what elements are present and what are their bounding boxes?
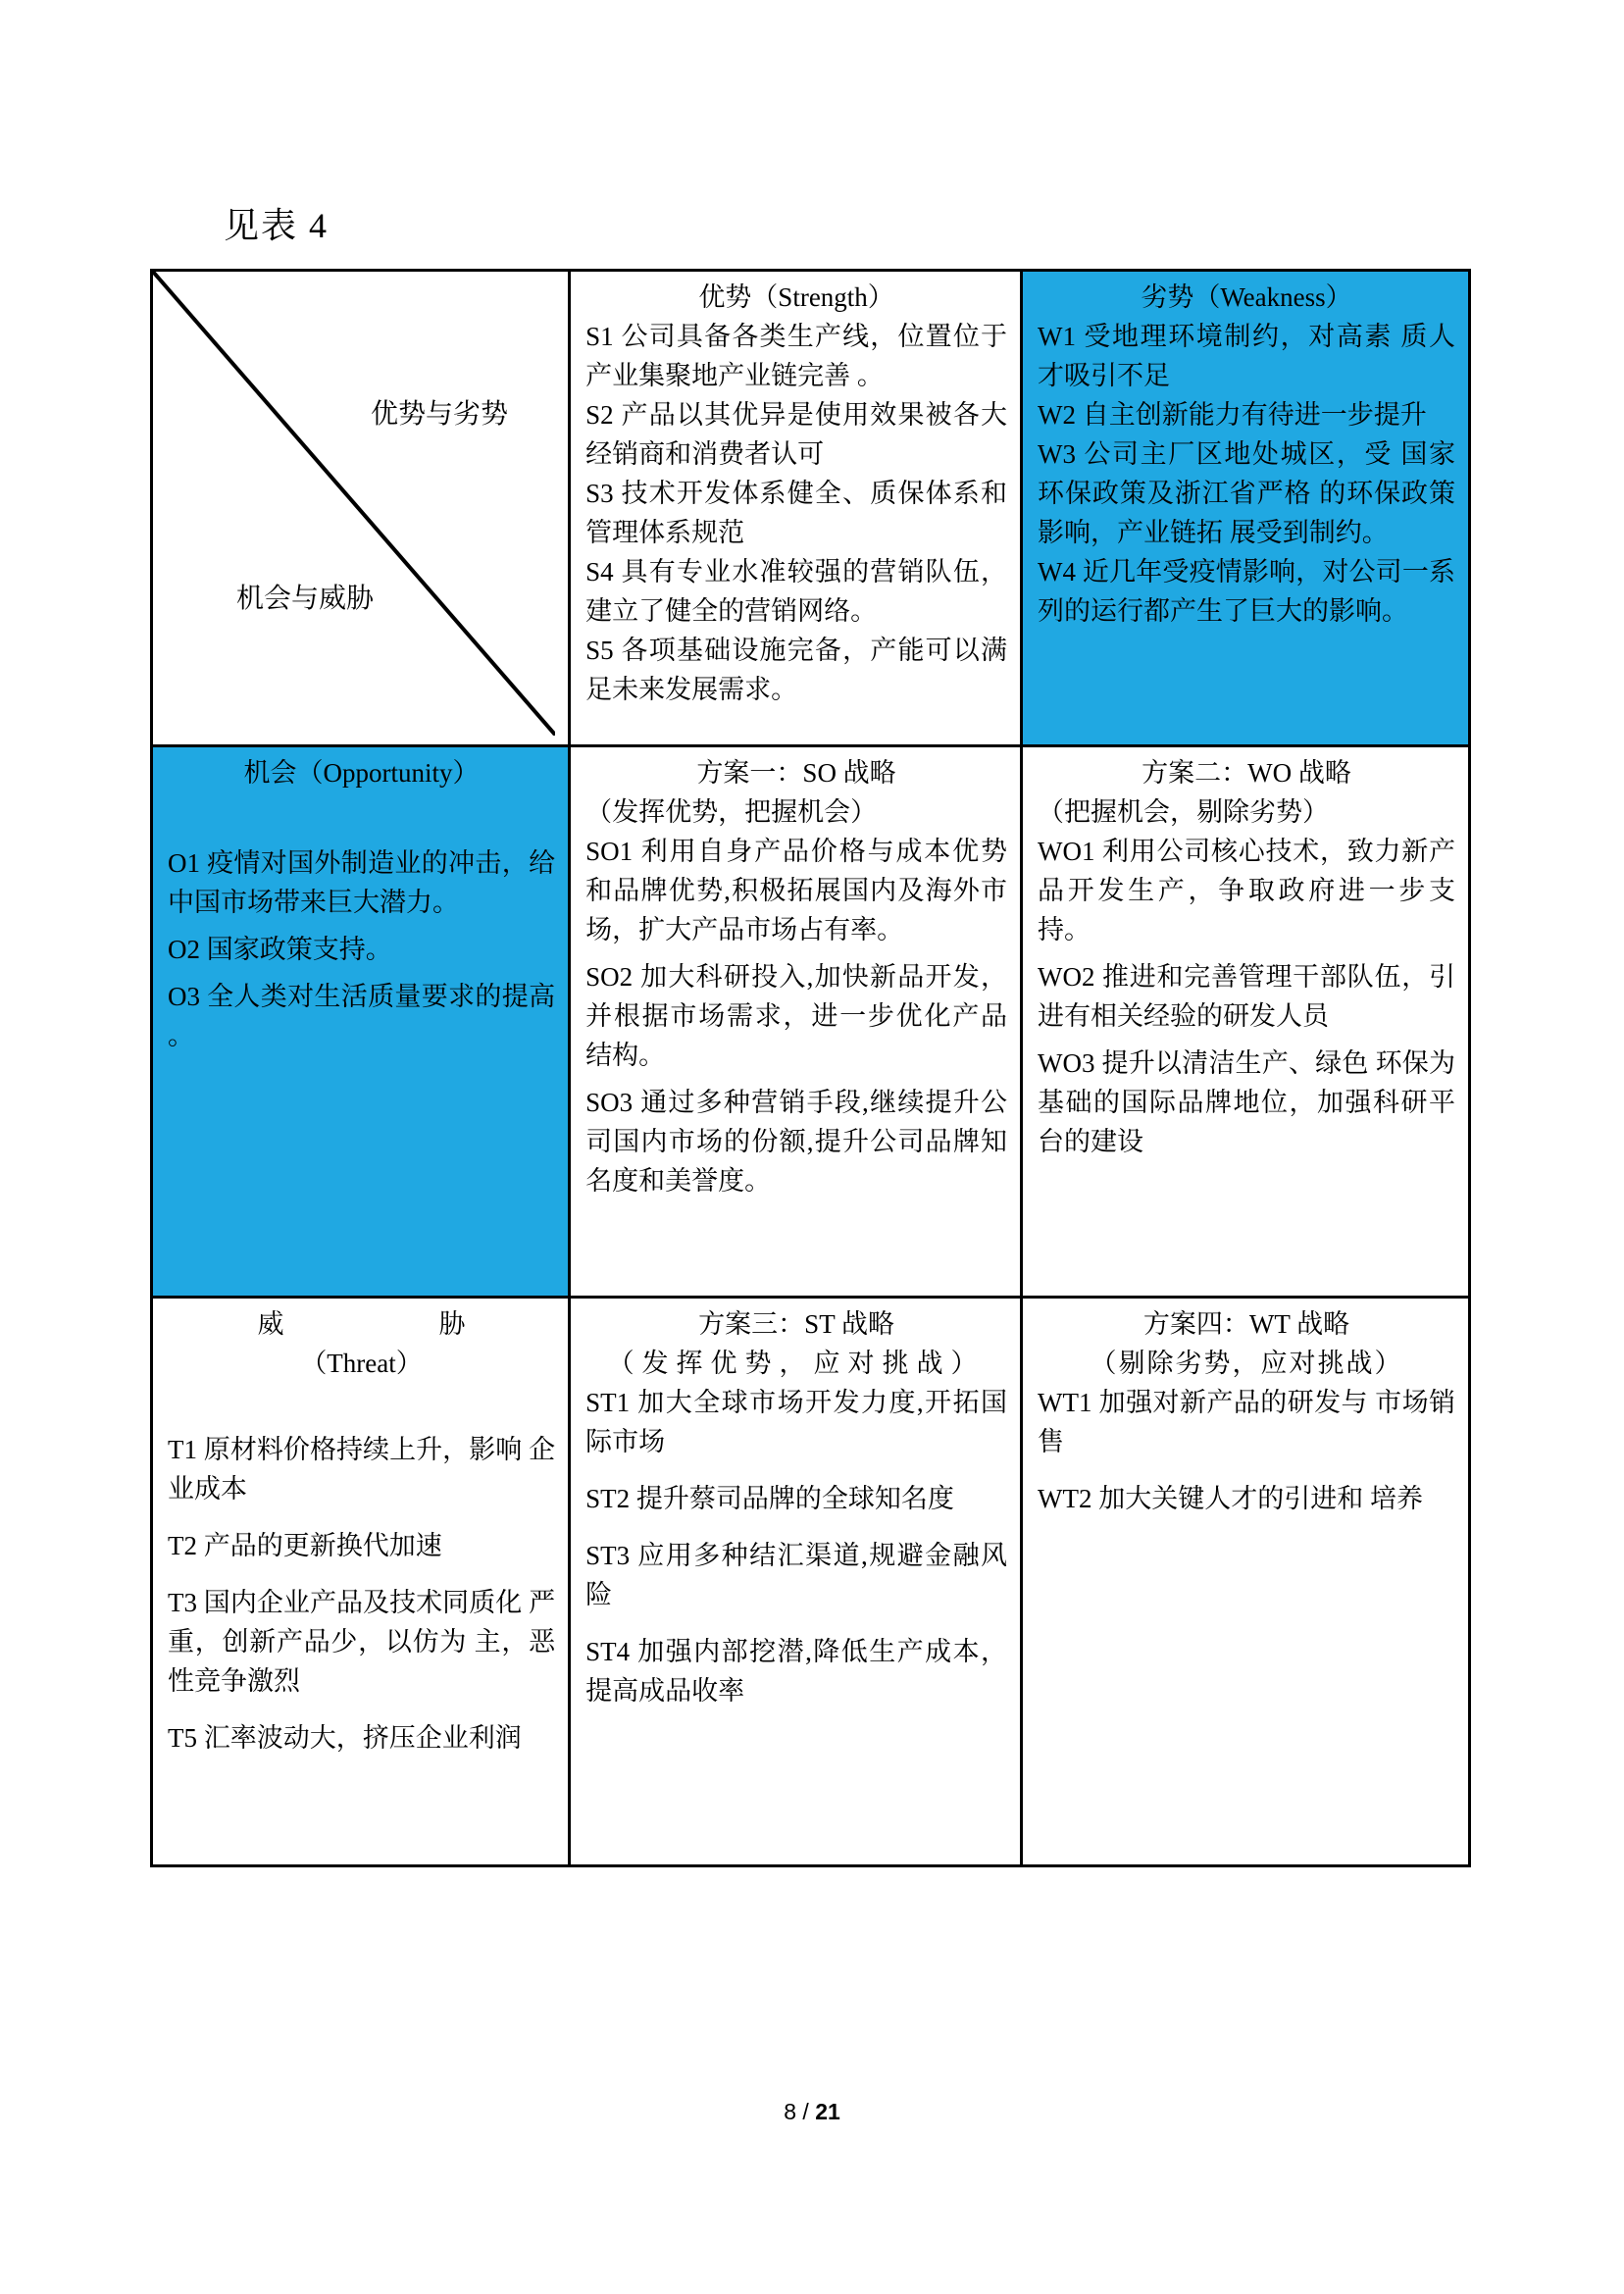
so-subheader: （发挥优势，把握机会） xyxy=(585,797,878,828)
diagonal-line xyxy=(153,272,555,736)
list-item: SO1 利用自身产品价格与成本优势和品牌优势,积极拓展国内及海外市场，扩大产品市场占有率。 xyxy=(585,837,1008,945)
list-item: ST2 提升蔡司品牌的全球知名度 xyxy=(585,1484,954,1514)
wt-strategy-cell xyxy=(1020,1296,1468,1864)
list-item: O3 全人类对生活质量要求的提高 。 xyxy=(168,982,556,1051)
st-subheader: （发挥优势，应对挑战） xyxy=(607,1349,986,1379)
corner-label-strength-weakness: 优势与劣势 xyxy=(371,399,509,430)
threat-cell xyxy=(153,1296,568,1864)
list-item: WO2 推进和完善管理干部队伍，引进有相关经验的研发人员 xyxy=(1038,962,1455,1032)
so-strategy-cell xyxy=(568,744,1020,1296)
st-strategy-cell xyxy=(568,1296,1020,1864)
wt-items xyxy=(1038,1383,1455,1518)
list-item: W3 公司主厂区地处城区，受 国家环保政策及浙江省严格 的环保政策影响，产业链拓 展受到制约。 xyxy=(1038,439,1455,547)
wt-subheader: （剔除劣势，应对挑战） xyxy=(1090,1349,1403,1379)
corner-cell xyxy=(153,272,568,744)
list-item: S5 各项基础设施完备，产能可以满足未来发展需求。 xyxy=(585,636,1008,704)
list-item: S2 产品以其优异是使用效果被各大经销商和消费者认可 xyxy=(585,400,1008,469)
threat-header xyxy=(168,1304,555,1344)
spacer xyxy=(168,1383,555,1430)
weakness-cell xyxy=(1020,272,1468,744)
wo-header: 方案二：WO 战略 xyxy=(1142,758,1351,789)
strength-cell xyxy=(568,272,1020,744)
list-item: S3 技术开发体系健全、质保体系和管理体系规范 xyxy=(585,479,1008,547)
threat-header-en: （Threat） xyxy=(300,1349,423,1379)
corner-label-opportunity-threat: 机会与威胁 xyxy=(236,584,375,614)
so-items xyxy=(585,832,1007,1200)
list-item: O2 国家政策支持。 xyxy=(168,935,392,965)
wt-header: 方案四：WT 战略 xyxy=(1142,1309,1350,1340)
st-header: 方案三：ST 战略 xyxy=(698,1309,894,1340)
list-item: W1 受地理环境制约，对高素 质人才吸引不足 xyxy=(1038,322,1455,390)
list-item: SO2 加大科研投入,加快新品开发，并根据市场需求，进一步优化产品结构。 xyxy=(585,962,1008,1071)
opportunity-header: 机会（Opportunity） xyxy=(243,758,480,789)
page-title: 见表 4 xyxy=(224,206,330,245)
page-total: 21 xyxy=(815,2099,840,2124)
strength-items xyxy=(585,317,1007,709)
list-item: O1 疫情对国外制造业的冲击，给中国市场带来巨大潜力。 xyxy=(168,848,556,918)
strength-header: 优势（Strength） xyxy=(698,282,894,312)
weakness-items xyxy=(1038,317,1455,631)
list-item: T2 产品的更新换代加速 xyxy=(168,1531,442,1561)
wo-strategy-cell xyxy=(1020,744,1468,1296)
page-current: 8 xyxy=(784,2099,797,2124)
st-items xyxy=(585,1383,1007,1710)
list-item: WT1 加强对新产品的研发与 市场销售 xyxy=(1038,1388,1455,1457)
list-item: T5 汇率波动大，挤压企业利润 xyxy=(168,1723,522,1754)
list-item: S1 公司具备各类生产线，位置位于产业集聚地产业链完善 。 xyxy=(585,322,1008,390)
threat-items xyxy=(168,1430,555,1758)
opportunity-cell xyxy=(153,744,568,1296)
list-item: ST4 加强内部挖潜,降低生产成本，提高成品收率 xyxy=(585,1637,1008,1707)
list-item: SO3 通过多种营销手段,继续提升公司国内市场的份额,提升公司品牌知名度和美誉度。 xyxy=(585,1088,1008,1197)
list-item: T1 原材料价格持续上升，影响 企业成本 xyxy=(168,1435,556,1504)
list-item: ST1 加大全球市场开发力度,开拓国际市场 xyxy=(585,1388,1008,1457)
swot-table xyxy=(150,269,1471,1867)
threat-header-char-left: 威 xyxy=(257,1309,284,1340)
threat-header-char-right: 胁 xyxy=(438,1309,466,1340)
list-item: W2 自主创新能力有待进一步提升 xyxy=(1038,400,1427,430)
page-number xyxy=(0,2099,1624,2125)
weakness-header: 劣势（Weakness） xyxy=(1141,282,1352,312)
list-item: WO3 提升以清洁生产、绿色 环保为基础的国际品牌地位，加强科研平台的建设 xyxy=(1038,1048,1455,1157)
wo-subheader: （把握机会，剔除劣势） xyxy=(1038,797,1330,828)
list-item: W4 近几年受疫情影响，对公司一系列的运行都产生了巨大的影响。 xyxy=(1038,557,1455,626)
so-header: 方案一：SO 战略 xyxy=(696,758,896,789)
list-item: ST3 应用多种结汇渠道,规避金融风险 xyxy=(585,1541,1008,1610)
list-item: T3 国内企业产品及技术同质化 严重，创新产品少，以仿为 主，恶性竞争激烈 xyxy=(168,1588,556,1697)
list-item: S4 具有专业水准较强的营销队伍，建立了健全的营销网络。 xyxy=(585,557,1008,626)
list-item: WO1 利用公司核心技术，致力新产品开发生产，争取政府进一步支持。 xyxy=(1038,837,1455,945)
list-item: WT2 加大关键人才的引进和 培养 xyxy=(1038,1484,1424,1514)
opportunity-items xyxy=(168,843,555,1055)
page-separator: / xyxy=(796,2099,816,2124)
wo-items xyxy=(1038,832,1455,1161)
